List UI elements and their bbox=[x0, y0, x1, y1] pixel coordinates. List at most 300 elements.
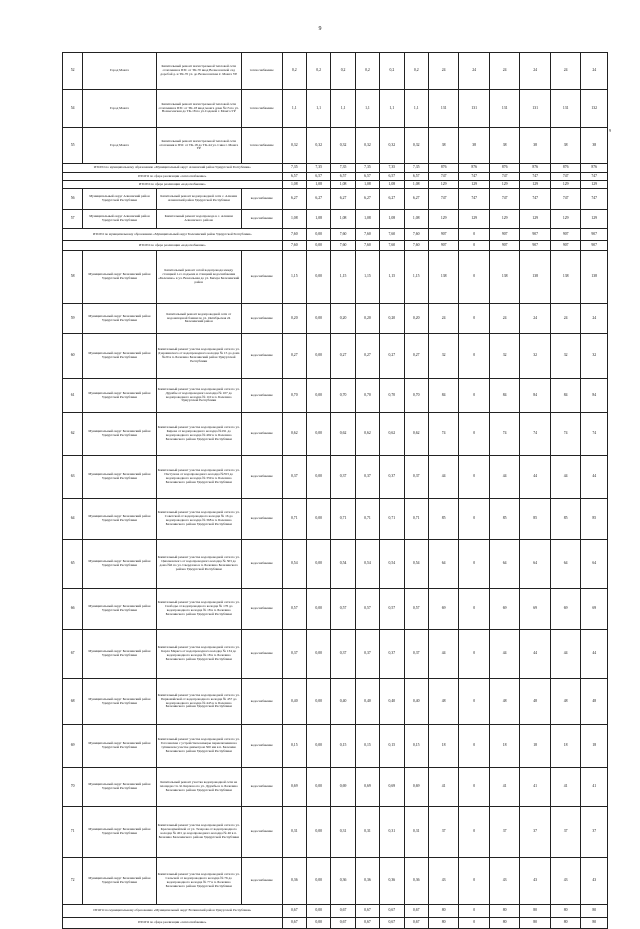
count-cell: 41 bbox=[428, 768, 459, 807]
count-cell: 747 bbox=[581, 173, 608, 181]
count-cell: 18 bbox=[520, 725, 551, 768]
table-row bbox=[63, 334, 608, 379]
count-cell: 44 bbox=[428, 456, 459, 499]
value-cell: 7,60 bbox=[331, 241, 355, 251]
value-cell: 0,37 bbox=[331, 456, 355, 499]
count-cell: 129 bbox=[428, 181, 459, 189]
value-cell: 1,08 bbox=[331, 181, 355, 189]
value-cell: 0,69 bbox=[355, 768, 379, 807]
count-cell: 0 bbox=[459, 379, 490, 413]
count-cell: 85 bbox=[581, 499, 608, 540]
value-cell: 7,60 bbox=[282, 229, 306, 241]
row-number: 58 bbox=[63, 251, 83, 304]
row-number: 52 bbox=[63, 53, 83, 90]
row-number: 63 bbox=[63, 456, 83, 499]
value-cell: 0,00 bbox=[306, 334, 330, 379]
row-number: 72 bbox=[63, 858, 83, 905]
count-cell: 0 bbox=[459, 334, 490, 379]
value-cell: 0,62 bbox=[404, 413, 428, 456]
value-cell: 1,15 bbox=[331, 251, 355, 304]
count-cell: 64 bbox=[581, 540, 608, 589]
count-cell: 38 bbox=[550, 128, 581, 164]
count-cell: 132 bbox=[581, 90, 608, 128]
total-label: ИТОГО по сфере реализации «водоснабжение» bbox=[63, 241, 283, 251]
value-cell: 0,2 bbox=[282, 53, 306, 90]
count-cell: 80 bbox=[489, 905, 520, 918]
count-cell: 18 bbox=[581, 725, 608, 768]
count-cell: 129 bbox=[428, 210, 459, 229]
description-cell: Капитальный ремонт участка водопроводной сети по ул. Свободы от водопроводного колодца № 176 до водопроводного колодца № 18 в п. Балезино Балезинского района Удмуртской Республики bbox=[156, 589, 241, 630]
value-cell: 7,60 bbox=[355, 241, 379, 251]
count-cell: 907 bbox=[489, 241, 520, 251]
value-cell: 0,54 bbox=[355, 540, 379, 589]
count-cell: 74 bbox=[520, 413, 551, 456]
description-cell: Капитальный ремонт водопроводной сети от водонапорной башни по ул. Октябрьская 24 Балезинский район bbox=[156, 304, 241, 334]
value-cell: 6,27 bbox=[355, 189, 379, 210]
count-cell: 80 bbox=[550, 905, 581, 918]
count-cell: 876 bbox=[581, 164, 608, 173]
count-cell: 48 bbox=[489, 679, 520, 725]
sphere-cell: водоснабжение bbox=[241, 858, 282, 905]
value-cell: 0,20 bbox=[380, 304, 404, 334]
value-cell: 7,60 bbox=[282, 241, 306, 251]
count-cell: 48 bbox=[520, 679, 551, 725]
value-cell: 0,62 bbox=[380, 413, 404, 456]
total-label: ИТОГО по сфере реализации «теплоснабжение» bbox=[63, 918, 283, 929]
value-cell: 0,62 bbox=[331, 413, 355, 456]
count-cell: 80 bbox=[550, 918, 581, 929]
count-cell: 747 bbox=[489, 173, 520, 181]
value-cell: 0,71 bbox=[404, 499, 428, 540]
municipality-cell: Муниципальный округ Балезинский район Удмуртской Республики bbox=[83, 630, 156, 679]
value-cell: 6,57 bbox=[306, 173, 330, 181]
value-cell: 0,00 bbox=[306, 679, 330, 725]
value-cell: 6,57 bbox=[282, 173, 306, 181]
value-cell: 0,00 bbox=[306, 379, 330, 413]
value-cell: 0,40 bbox=[404, 679, 428, 725]
value-cell: 7,35 bbox=[380, 164, 404, 173]
value-cell: 0,27 bbox=[331, 334, 355, 379]
count-cell: 38 bbox=[581, 128, 608, 164]
count-cell: 41 bbox=[489, 768, 520, 807]
table-row bbox=[63, 768, 608, 807]
description-cell: Капитальный ремонт участка водопроводной сети по ул. Кирова от водопроводного колодца №191 до водопроводного колодца № 492 в п. Балезино Балезинского района Удмуртской Республики bbox=[156, 413, 241, 456]
count-cell: 907 bbox=[581, 229, 608, 241]
municipality-cell: Муниципальный округ Балезинский район Удмуртской Республики bbox=[83, 379, 156, 413]
value-cell: 0,40 bbox=[380, 679, 404, 725]
count-cell: 24 bbox=[550, 304, 581, 334]
count-cell: 44 bbox=[550, 456, 581, 499]
value-cell: 0,31 bbox=[331, 807, 355, 858]
value-cell: 0,67 bbox=[355, 918, 379, 929]
value-cell: 1,08 bbox=[380, 210, 404, 229]
description-cell: Капитальный ремонт участка водопроводной сети по ул. Дружбы от водопроводного колодца № 107 до водопроводного колодца № 110 в п. Балезино Удмуртской Республики bbox=[156, 379, 241, 413]
count-cell: 84 bbox=[489, 379, 520, 413]
value-cell: 1,15 bbox=[355, 251, 379, 304]
value-cell: 7,35 bbox=[355, 164, 379, 173]
sphere-cell: водоснабжение bbox=[241, 413, 282, 456]
value-cell: 0,00 bbox=[306, 725, 330, 768]
table-row bbox=[63, 413, 608, 456]
count-cell: 129 bbox=[520, 210, 551, 229]
row-number: 59 bbox=[63, 304, 83, 334]
value-cell: 0,67 bbox=[404, 905, 428, 918]
municipality-cell: Муниципальный округ Балезинский район Удмуртской Республики bbox=[83, 499, 156, 540]
value-cell: 6,27 bbox=[380, 189, 404, 210]
value-cell: 0,37 bbox=[331, 630, 355, 679]
sphere-cell: водоснабжение bbox=[241, 334, 282, 379]
value-cell: 0,67 bbox=[282, 905, 306, 918]
value-cell: 0,57 bbox=[282, 589, 306, 630]
count-cell: 80 bbox=[520, 918, 551, 929]
value-cell: 0,36 bbox=[282, 858, 306, 905]
value-cell: 0,00 bbox=[306, 905, 330, 918]
row-number: 54 bbox=[63, 90, 83, 128]
municipality-cell: Город Можга bbox=[83, 53, 156, 90]
count-cell: 129 bbox=[459, 210, 490, 229]
count-cell: 48 bbox=[581, 679, 608, 725]
value-cell: 0,15 bbox=[380, 725, 404, 768]
count-cell: 18 bbox=[550, 725, 581, 768]
value-cell: 0,27 bbox=[282, 334, 306, 379]
table-row bbox=[63, 128, 608, 164]
count-cell: 44 bbox=[489, 456, 520, 499]
value-cell: 0,40 bbox=[282, 679, 306, 725]
count-cell: 129 bbox=[520, 181, 551, 189]
table-row bbox=[63, 858, 608, 905]
count-cell: 747 bbox=[428, 189, 459, 210]
sphere-cell: водоснабжение bbox=[241, 540, 282, 589]
count-cell: 80 bbox=[581, 918, 608, 929]
value-cell: 0,36 bbox=[380, 858, 404, 905]
row-number: 57 bbox=[63, 210, 83, 229]
count-cell: 129 bbox=[489, 181, 520, 189]
count-cell: 80 bbox=[520, 905, 551, 918]
count-cell: 0 bbox=[459, 905, 490, 918]
value-cell: 6,27 bbox=[306, 189, 330, 210]
value-cell: 7,60 bbox=[404, 241, 428, 251]
count-cell: 80 bbox=[489, 918, 520, 929]
value-cell: 0,00 bbox=[306, 589, 330, 630]
value-cell: 7,60 bbox=[404, 229, 428, 241]
total-row bbox=[63, 181, 608, 189]
value-cell: 0,00 bbox=[306, 456, 330, 499]
total-label: ИТОГО по сфере реализации «водоснабжение» bbox=[63, 181, 283, 189]
value-cell: 0,62 bbox=[282, 413, 306, 456]
value-cell: 0,00 bbox=[306, 241, 330, 251]
municipality-cell: Муниципальный округ Балезинский район Удмуртской Республики bbox=[83, 334, 156, 379]
value-cell: 6,57 bbox=[355, 173, 379, 181]
value-cell: 0,00 bbox=[306, 540, 330, 589]
count-cell: 80 bbox=[428, 918, 459, 929]
municipality-cell: Муниципальный округ Балезинский район Удмуртской Республики bbox=[83, 807, 156, 858]
value-cell: 1,08 bbox=[404, 181, 428, 189]
row-number: 71 bbox=[63, 807, 83, 858]
count-cell: 24 bbox=[520, 304, 551, 334]
value-cell: 0,27 bbox=[404, 334, 428, 379]
sphere-cell: водоснабжение bbox=[241, 210, 282, 229]
table-row bbox=[63, 807, 608, 858]
description-cell: Капитальный ремонт участка водопроводной сети по ул. Первомайской от водопроводного колодца № 457 до водопроводного колодца № 443 в п. Балезино Балезинского района Удмуртской Республики bbox=[156, 679, 241, 725]
count-cell: 0 bbox=[459, 540, 490, 589]
count-cell: 24 bbox=[428, 53, 459, 90]
row-number: 69 bbox=[63, 725, 83, 768]
count-cell: 747 bbox=[520, 189, 551, 210]
value-cell: 0,27 bbox=[380, 334, 404, 379]
count-cell: 907 bbox=[581, 241, 608, 251]
total-row bbox=[63, 164, 608, 173]
value-cell: 6,27 bbox=[331, 189, 355, 210]
row-number: 70 bbox=[63, 768, 83, 807]
value-cell: 0,67 bbox=[331, 918, 355, 929]
table-row bbox=[63, 210, 608, 229]
total-label: ИТОГО по муниципальному образованию «Муниципальный округ Алнашский район Удмуртской Республики» bbox=[63, 164, 283, 173]
sphere-cell: теплоснабжение bbox=[241, 90, 282, 128]
value-cell: 6,27 bbox=[282, 189, 306, 210]
value-cell: 0,20 bbox=[404, 304, 428, 334]
sphere-cell: водоснабжение bbox=[241, 725, 282, 768]
sphere-cell: водоснабжение bbox=[241, 499, 282, 540]
value-cell: 0,2 bbox=[355, 53, 379, 90]
count-cell: 18 bbox=[428, 725, 459, 768]
sphere-cell: водоснабжение bbox=[241, 768, 282, 807]
value-cell: 0,37 bbox=[355, 456, 379, 499]
count-cell: 24 bbox=[550, 53, 581, 90]
value-cell: 1,15 bbox=[404, 251, 428, 304]
municipality-cell: Муниципальный округ Балезинский район Удмуртской Республики bbox=[83, 304, 156, 334]
table-row bbox=[63, 589, 608, 630]
count-cell: 37 bbox=[581, 807, 608, 858]
count-cell: 37 bbox=[520, 807, 551, 858]
count-cell: 85 bbox=[520, 499, 551, 540]
sphere-cell: водоснабжение bbox=[241, 379, 282, 413]
count-cell: 43 bbox=[550, 858, 581, 905]
sphere-cell: водоснабжение bbox=[241, 304, 282, 334]
value-cell: 0,37 bbox=[404, 456, 428, 499]
value-cell: 0,57 bbox=[404, 589, 428, 630]
value-cell: 0,54 bbox=[404, 540, 428, 589]
count-cell: 69 bbox=[550, 589, 581, 630]
value-cell: 0,20 bbox=[282, 304, 306, 334]
margin-mark: 9 bbox=[609, 128, 611, 133]
value-cell: 0,57 bbox=[355, 589, 379, 630]
value-cell: 0,00 bbox=[306, 304, 330, 334]
count-cell: 84 bbox=[520, 379, 551, 413]
value-cell: 1,1 bbox=[331, 90, 355, 128]
municipality-cell: Муниципальный округ Балезинский район Удмуртской Республики bbox=[83, 679, 156, 725]
count-cell: 48 bbox=[428, 679, 459, 725]
count-cell: 0 bbox=[459, 768, 490, 807]
description-cell: Капитальный ремонт магистральной тепловой сети отопления в ПЗС от ТК-18 до ТК-44 ул. Сина г. Можга УР bbox=[156, 128, 241, 164]
value-cell: 0,67 bbox=[355, 905, 379, 918]
value-cell: 0,67 bbox=[331, 905, 355, 918]
municipality-cell: Муниципальный округ Балезинский район Удмуртской Республики bbox=[83, 725, 156, 768]
value-cell: 1,1 bbox=[355, 90, 379, 128]
count-cell: 32 bbox=[520, 334, 551, 379]
count-cell: 129 bbox=[459, 181, 490, 189]
count-cell: 24 bbox=[489, 53, 520, 90]
row-number: 55 bbox=[63, 128, 83, 164]
table-row bbox=[63, 379, 608, 413]
value-cell: 0,70 bbox=[404, 379, 428, 413]
description-cell: Капитальный ремонт сетей водопровода между станцией 1-го подъема и станцией водоснабжения «Балезино» в ул. Вокзальная до ул. Бисера Балезинский район bbox=[156, 251, 241, 304]
row-number: 65 bbox=[63, 540, 83, 589]
value-cell: 0,57 bbox=[380, 589, 404, 630]
value-cell: 0,67 bbox=[282, 918, 306, 929]
count-cell: 64 bbox=[489, 540, 520, 589]
value-cell: 0,2 bbox=[331, 53, 355, 90]
count-cell: 876 bbox=[489, 164, 520, 173]
program-table bbox=[62, 52, 608, 929]
value-cell: 1,1 bbox=[282, 90, 306, 128]
count-cell: 24 bbox=[428, 304, 459, 334]
row-number: 64 bbox=[63, 499, 83, 540]
value-cell: 1,08 bbox=[404, 210, 428, 229]
value-cell: 1,08 bbox=[282, 210, 306, 229]
count-cell: 69 bbox=[520, 589, 551, 630]
value-cell: 0,32 bbox=[404, 128, 428, 164]
value-cell: 0,69 bbox=[331, 768, 355, 807]
count-cell: 85 bbox=[428, 499, 459, 540]
count-cell: 0 bbox=[459, 589, 490, 630]
value-cell: 0,00 bbox=[306, 413, 330, 456]
row-number: 60 bbox=[63, 334, 83, 379]
count-cell: 84 bbox=[550, 379, 581, 413]
count-cell: 0 bbox=[459, 807, 490, 858]
municipality-cell: Муниципальный округ Балезинский район Удмуртской Республики bbox=[83, 589, 156, 630]
count-cell: 38 bbox=[428, 128, 459, 164]
count-cell: 747 bbox=[428, 173, 459, 181]
value-cell: 1,15 bbox=[282, 251, 306, 304]
value-cell: 0,00 bbox=[306, 251, 330, 304]
sphere-cell: водоснабжение bbox=[241, 456, 282, 499]
count-cell: 84 bbox=[581, 379, 608, 413]
count-cell: 0 bbox=[459, 456, 490, 499]
count-cell: 131 bbox=[489, 90, 520, 128]
count-cell: 747 bbox=[459, 189, 490, 210]
count-cell: 24 bbox=[520, 53, 551, 90]
count-cell: 0 bbox=[459, 413, 490, 456]
municipality-cell: Муниципальный округ Балезинский район Удмуртской Республики bbox=[83, 456, 156, 499]
count-cell: 138 bbox=[520, 251, 551, 304]
count-cell: 69 bbox=[428, 589, 459, 630]
count-cell: 32 bbox=[489, 334, 520, 379]
count-cell: 18 bbox=[489, 725, 520, 768]
value-cell: 0,69 bbox=[404, 768, 428, 807]
value-cell: 0,20 bbox=[355, 304, 379, 334]
description-cell: Капитальный ремонт участка водопроводной сети по ул. Сельской от водопроводного колодца № 76 до водопроводного колодца № 77 в п. Балезино Балезинского района Удмуртской Республики bbox=[156, 858, 241, 905]
value-cell: 0,71 bbox=[331, 499, 355, 540]
count-cell: 131 bbox=[459, 90, 490, 128]
count-cell: 43 bbox=[520, 858, 551, 905]
count-cell: 84 bbox=[428, 379, 459, 413]
value-cell: 0,00 bbox=[306, 499, 330, 540]
value-cell: 0,20 bbox=[331, 304, 355, 334]
count-cell: 0 bbox=[459, 251, 490, 304]
count-cell: 747 bbox=[520, 173, 551, 181]
count-cell: 876 bbox=[428, 164, 459, 173]
value-cell: 0,00 bbox=[306, 768, 330, 807]
sphere-cell: теплоснабжение bbox=[241, 53, 282, 90]
count-cell: 747 bbox=[459, 173, 490, 181]
count-cell: 48 bbox=[550, 679, 581, 725]
value-cell: 0,00 bbox=[306, 807, 330, 858]
sphere-cell: водоснабжение bbox=[241, 251, 282, 304]
description-cell: Капитальный ремонт участка водопроводной сети на площади с/п. Я. Карпово по ул. Дружбы в п. Балезино Балезинского района Удмуртской Республики bbox=[156, 768, 241, 807]
value-cell: 0,70 bbox=[355, 379, 379, 413]
value-cell: 0,40 bbox=[355, 679, 379, 725]
table-row bbox=[63, 90, 608, 128]
value-cell: 7,35 bbox=[306, 164, 330, 173]
count-cell: 129 bbox=[489, 210, 520, 229]
count-cell: 747 bbox=[550, 173, 581, 181]
count-cell: 907 bbox=[428, 241, 459, 251]
table-row bbox=[63, 304, 608, 334]
value-cell: 0,00 bbox=[306, 858, 330, 905]
sphere-cell: водоснабжение bbox=[241, 589, 282, 630]
count-cell: 907 bbox=[489, 229, 520, 241]
value-cell: 0,15 bbox=[404, 725, 428, 768]
municipality-cell: Город Можга bbox=[83, 128, 156, 164]
count-cell: 64 bbox=[428, 540, 459, 589]
count-cell: 38 bbox=[459, 128, 490, 164]
count-cell: 41 bbox=[520, 768, 551, 807]
value-cell: 0,31 bbox=[380, 807, 404, 858]
description-cell: Капитальный ремонт участка водопроводной сети по ул. Циолковского от водопроводного колодца № 303 до дома №6 по ул. Свердлова в п. Балезино Балезинского района Удмуртской Республики bbox=[156, 540, 241, 589]
total-label: ИТОГО по муниципальному образованию «Муниципальный округ Воткинский район Удмуртской Республики» bbox=[63, 905, 283, 918]
total-row bbox=[63, 229, 608, 241]
count-cell: 0 bbox=[459, 725, 490, 768]
value-cell: 0,15 bbox=[282, 725, 306, 768]
count-cell: 0 bbox=[459, 679, 490, 725]
count-cell: 0 bbox=[459, 858, 490, 905]
count-cell: 64 bbox=[550, 540, 581, 589]
value-cell: 1,1 bbox=[404, 90, 428, 128]
count-cell: 43 bbox=[581, 858, 608, 905]
value-cell: 0,32 bbox=[282, 128, 306, 164]
total-row bbox=[63, 905, 608, 918]
value-cell: 0,2 bbox=[306, 53, 330, 90]
value-cell: 0,31 bbox=[282, 807, 306, 858]
count-cell: 85 bbox=[489, 499, 520, 540]
table-row bbox=[63, 53, 608, 90]
value-cell: 0,69 bbox=[380, 768, 404, 807]
count-cell: 907 bbox=[428, 229, 459, 241]
value-cell: 6,57 bbox=[331, 173, 355, 181]
value-cell: 0,00 bbox=[306, 229, 330, 241]
count-cell: 43 bbox=[428, 858, 459, 905]
count-cell: 0 bbox=[459, 241, 490, 251]
row-number: 67 bbox=[63, 630, 83, 679]
value-cell: 1,08 bbox=[282, 181, 306, 189]
value-cell: 0,40 bbox=[331, 679, 355, 725]
count-cell: 907 bbox=[550, 229, 581, 241]
description-cell: Капитальный ремонт водопроводной сети с. Алнаши Алнашский район Удмуртской Республики bbox=[156, 189, 241, 210]
count-cell: 37 bbox=[489, 807, 520, 858]
value-cell: 0,31 bbox=[404, 807, 428, 858]
value-cell: 0,37 bbox=[282, 630, 306, 679]
value-cell: 7,60 bbox=[355, 229, 379, 241]
value-cell: 7,60 bbox=[380, 241, 404, 251]
value-cell: 1,08 bbox=[306, 210, 330, 229]
sphere-cell: теплоснабжение bbox=[241, 128, 282, 164]
table-row bbox=[63, 630, 608, 679]
value-cell: 0,00 bbox=[306, 918, 330, 929]
value-cell: 0,67 bbox=[380, 905, 404, 918]
count-cell: 131 bbox=[520, 90, 551, 128]
value-cell: 1,15 bbox=[380, 251, 404, 304]
value-cell: 0,67 bbox=[404, 918, 428, 929]
